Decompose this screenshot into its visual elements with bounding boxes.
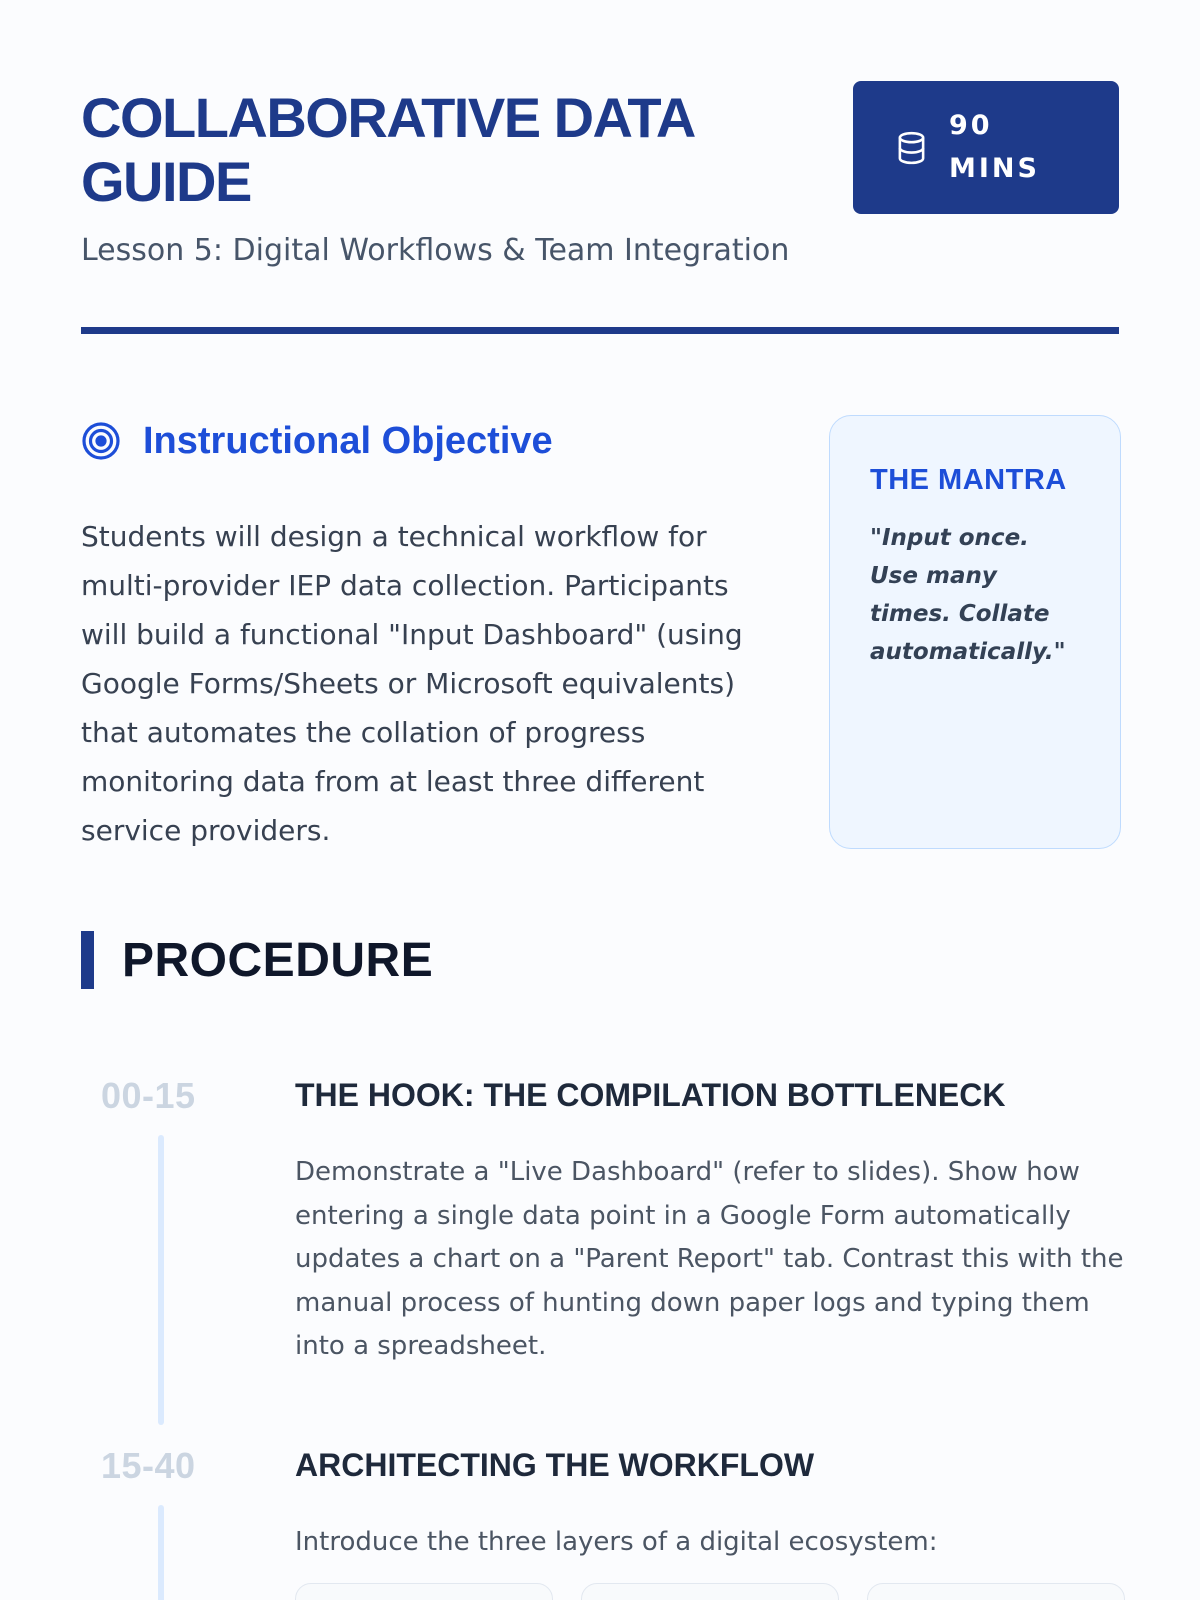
layer-card: [867, 1583, 1125, 1600]
database-icon: [896, 131, 927, 165]
duration-label: 90 MINS: [949, 110, 1040, 184]
header-divider: [81, 327, 1119, 334]
step-body: Introduce the three layers of a digital ecosystem:: [295, 1527, 938, 1557]
duration-badge: [853, 81, 1119, 214]
procedure-step: [81, 1075, 1124, 1435]
layer-cards: [295, 1583, 1125, 1600]
layer-card: [295, 1583, 553, 1600]
step-title: THE HOOK: THE COMPILATION BOTTLENECK: [295, 1077, 1006, 1113]
layer-card: [581, 1583, 839, 1600]
objective-section: [81, 412, 751, 855]
procedure-accent-bar: [81, 931, 94, 989]
step-time: 15-40: [101, 1445, 196, 1486]
objective-body: Students will design a technical workflow for multi-provider IEP data collection. Participants will build a functional "Input Dashboard" (using Google Forms/Sheets or Microsoft equivalents) that automates the collation of progress monitoring data from at least three different service providers.: [81, 520, 743, 847]
page-header: [81, 0, 1119, 335]
step-timeline-line: [158, 1135, 164, 1425]
procedure-title: PROCEDURE: [122, 933, 434, 987]
page-title: COLLABORATIVE DATA GUIDE: [81, 86, 693, 213]
mantra-card: [829, 415, 1121, 849]
step-timeline-line: [158, 1505, 164, 1600]
procedure-heading: [81, 931, 433, 989]
procedure-step: [81, 1445, 1121, 1600]
target-icon: [81, 421, 121, 461]
step-body: Demonstrate a "Live Dashboard" (refer to slides). Show how entering a single data point in a Google Form automatically updates a chart on a "Parent Report" tab. Contrast this with the manual process of hunting down paper logs and typing them into a spreadsheet.: [295, 1157, 1124, 1361]
mantra-label: THE MANTRA: [870, 464, 1067, 496]
mantra-quote: "Input once. Use many times. Collate automatically.": [870, 525, 1066, 665]
objective-title: Instructional Objective: [143, 419, 553, 462]
page-subtitle: Lesson 5: Digital Workflows & Team Integration: [81, 233, 790, 268]
step-title: ARCHITECTING THE WORKFLOW: [295, 1447, 815, 1483]
step-time: 00-15: [101, 1075, 196, 1116]
objective-heading: [81, 412, 751, 470]
